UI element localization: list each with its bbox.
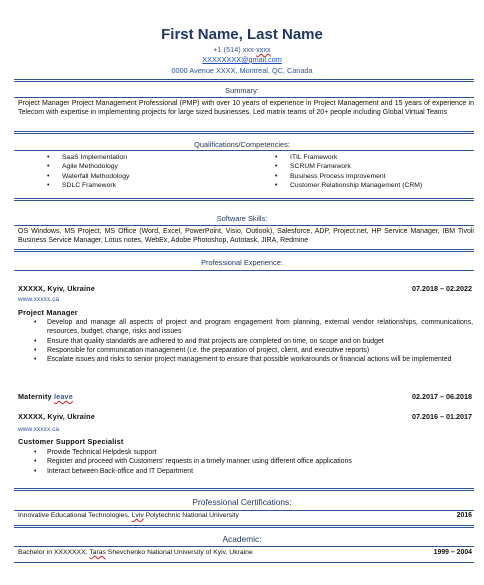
list-item: • Customer Relationship Management (CRM) xyxy=(290,181,475,190)
job2-company: XXXXX, Kyiv, Ukraine xyxy=(18,412,95,421)
job1-company: XXXXX, Kyiv, Ukraine xyxy=(18,284,95,293)
academic-heading: Academic: xyxy=(222,534,262,544)
list-item: • SDLC Framework xyxy=(62,181,262,190)
cert-text-b: Lviv xyxy=(131,512,144,519)
list-item: • Interact between Back-office and IT Department xyxy=(47,467,473,476)
leave-prefix: Maternity xyxy=(18,392,54,401)
leave-label xyxy=(18,392,73,401)
job1-dates: 07.2018 – 02.2022 xyxy=(412,284,472,293)
certifications-divider xyxy=(14,525,474,528)
software-text: OS Windows, MS Project, MS Office (Word, Excel, PowerPoint, Visio, Outlook), Salesforce, ADP, Project.net, HP Service Manager, IBM Tivoli Business Service Manager, Lotus notes, WebEx, Adobe Photoshop, Autotask, JIRA, Redmine xyxy=(18,228,474,245)
list-item: • Register and proceed with Customers' requests in a timely manner using different office applications xyxy=(47,457,473,466)
address-line: 0000 Avenue XXXX, Montreal, QC, Canada xyxy=(171,66,313,75)
list-item: • Business Process Improvement xyxy=(290,172,475,181)
job2-title: Customer Support Specialist xyxy=(18,437,124,446)
email-link[interactable]: XXXXXXXX@gmail.com xyxy=(202,55,282,64)
competencies-left-list xyxy=(62,153,262,191)
experience-heading: Professional Experience: xyxy=(201,258,283,267)
list-item: • SaaS Implementation xyxy=(62,153,262,162)
header-divider xyxy=(14,79,474,82)
competencies-divider xyxy=(14,198,474,201)
software-divider xyxy=(14,249,474,252)
phone-prefix: +1 (514) xxx- xyxy=(213,45,257,54)
competencies-rule xyxy=(14,150,474,151)
software-heading: Software Skills: xyxy=(216,214,268,223)
list-item: • SCRUM Framework xyxy=(290,162,475,171)
cert-text-a: Innovative Educational Technologies, xyxy=(18,512,132,519)
competencies-right-list xyxy=(290,153,475,191)
academic-text-c: Shevchenko National University of Kyiv, Ukraine xyxy=(105,549,253,556)
academic-entry xyxy=(18,549,253,556)
summary-divider xyxy=(14,131,474,134)
email-line xyxy=(0,55,484,64)
candidate-name: First Name, Last Name xyxy=(161,26,323,43)
software-rule xyxy=(14,225,474,226)
academic-text-b: Taras xyxy=(89,549,106,556)
list-item: • Provide Technical Helpdesk support xyxy=(47,448,473,457)
certification-year: 2016 xyxy=(456,512,472,519)
list-item: • ITIL Framework xyxy=(290,153,475,162)
job1-title: Project Manager xyxy=(18,308,78,317)
academic-text-a: Bachelor in XXXXXXX, xyxy=(18,549,90,556)
list-item: • Escalate issues and risks to senior project management to ensure that possible workarounds or financial actions will be implemented xyxy=(47,355,473,364)
list-item: • Develop and manage all aspects of project and program engagement from planning, external vendor relationships, communications, resources, budget, change, risks and issues xyxy=(47,318,473,337)
list-item: • Responsible for communication management (i.e. the preparation of project, client, and executive reports) xyxy=(47,346,473,355)
cert-text-c: Polytechnic National University xyxy=(143,512,239,519)
phone-line xyxy=(0,45,484,54)
leave-word: leave xyxy=(53,392,73,401)
phone-suffix: xxxx xyxy=(256,45,271,54)
certifications-heading: Professional Certifications: xyxy=(192,497,292,507)
list-item: • Waterfall Methodology xyxy=(62,172,262,181)
job1-responsibilities xyxy=(47,318,473,364)
summary-rule xyxy=(14,97,474,98)
leave-dates: 02.2017 – 06.2018 xyxy=(412,392,472,401)
job2-responsibilities xyxy=(47,448,473,476)
job2-site[interactable]: www.xxxxx.ca xyxy=(18,426,60,433)
job1-site[interactable]: www.xxxxx.ca xyxy=(18,296,60,303)
job2-dates: 07.2016 – 01.2017 xyxy=(412,412,472,421)
experience-rule xyxy=(14,270,474,271)
certification-entry xyxy=(18,512,239,519)
list-item: • Ensure that quality standards are adhered to and that projects are completed on time, on scope and on budget xyxy=(47,337,473,346)
certifications-rule xyxy=(14,510,474,511)
competencies-heading: Qualifications/Competencies: xyxy=(194,140,290,149)
list-item: • Agile Methodology xyxy=(62,162,262,171)
academic-years: 1999 – 2004 xyxy=(433,549,472,556)
academic-rule xyxy=(14,546,474,547)
experience-divider xyxy=(14,488,474,491)
summary-heading: Summary: xyxy=(225,86,259,95)
academic-divider xyxy=(14,562,474,563)
summary-text: Project Manager Project Management Professional (PMP) with over 10 years of experience in Project Management and 15 years of experience in Telecom with expertise in implementing projects for large sized businesses. Led matrix teams of 20+ people including Global Virtual Teams xyxy=(18,100,474,117)
